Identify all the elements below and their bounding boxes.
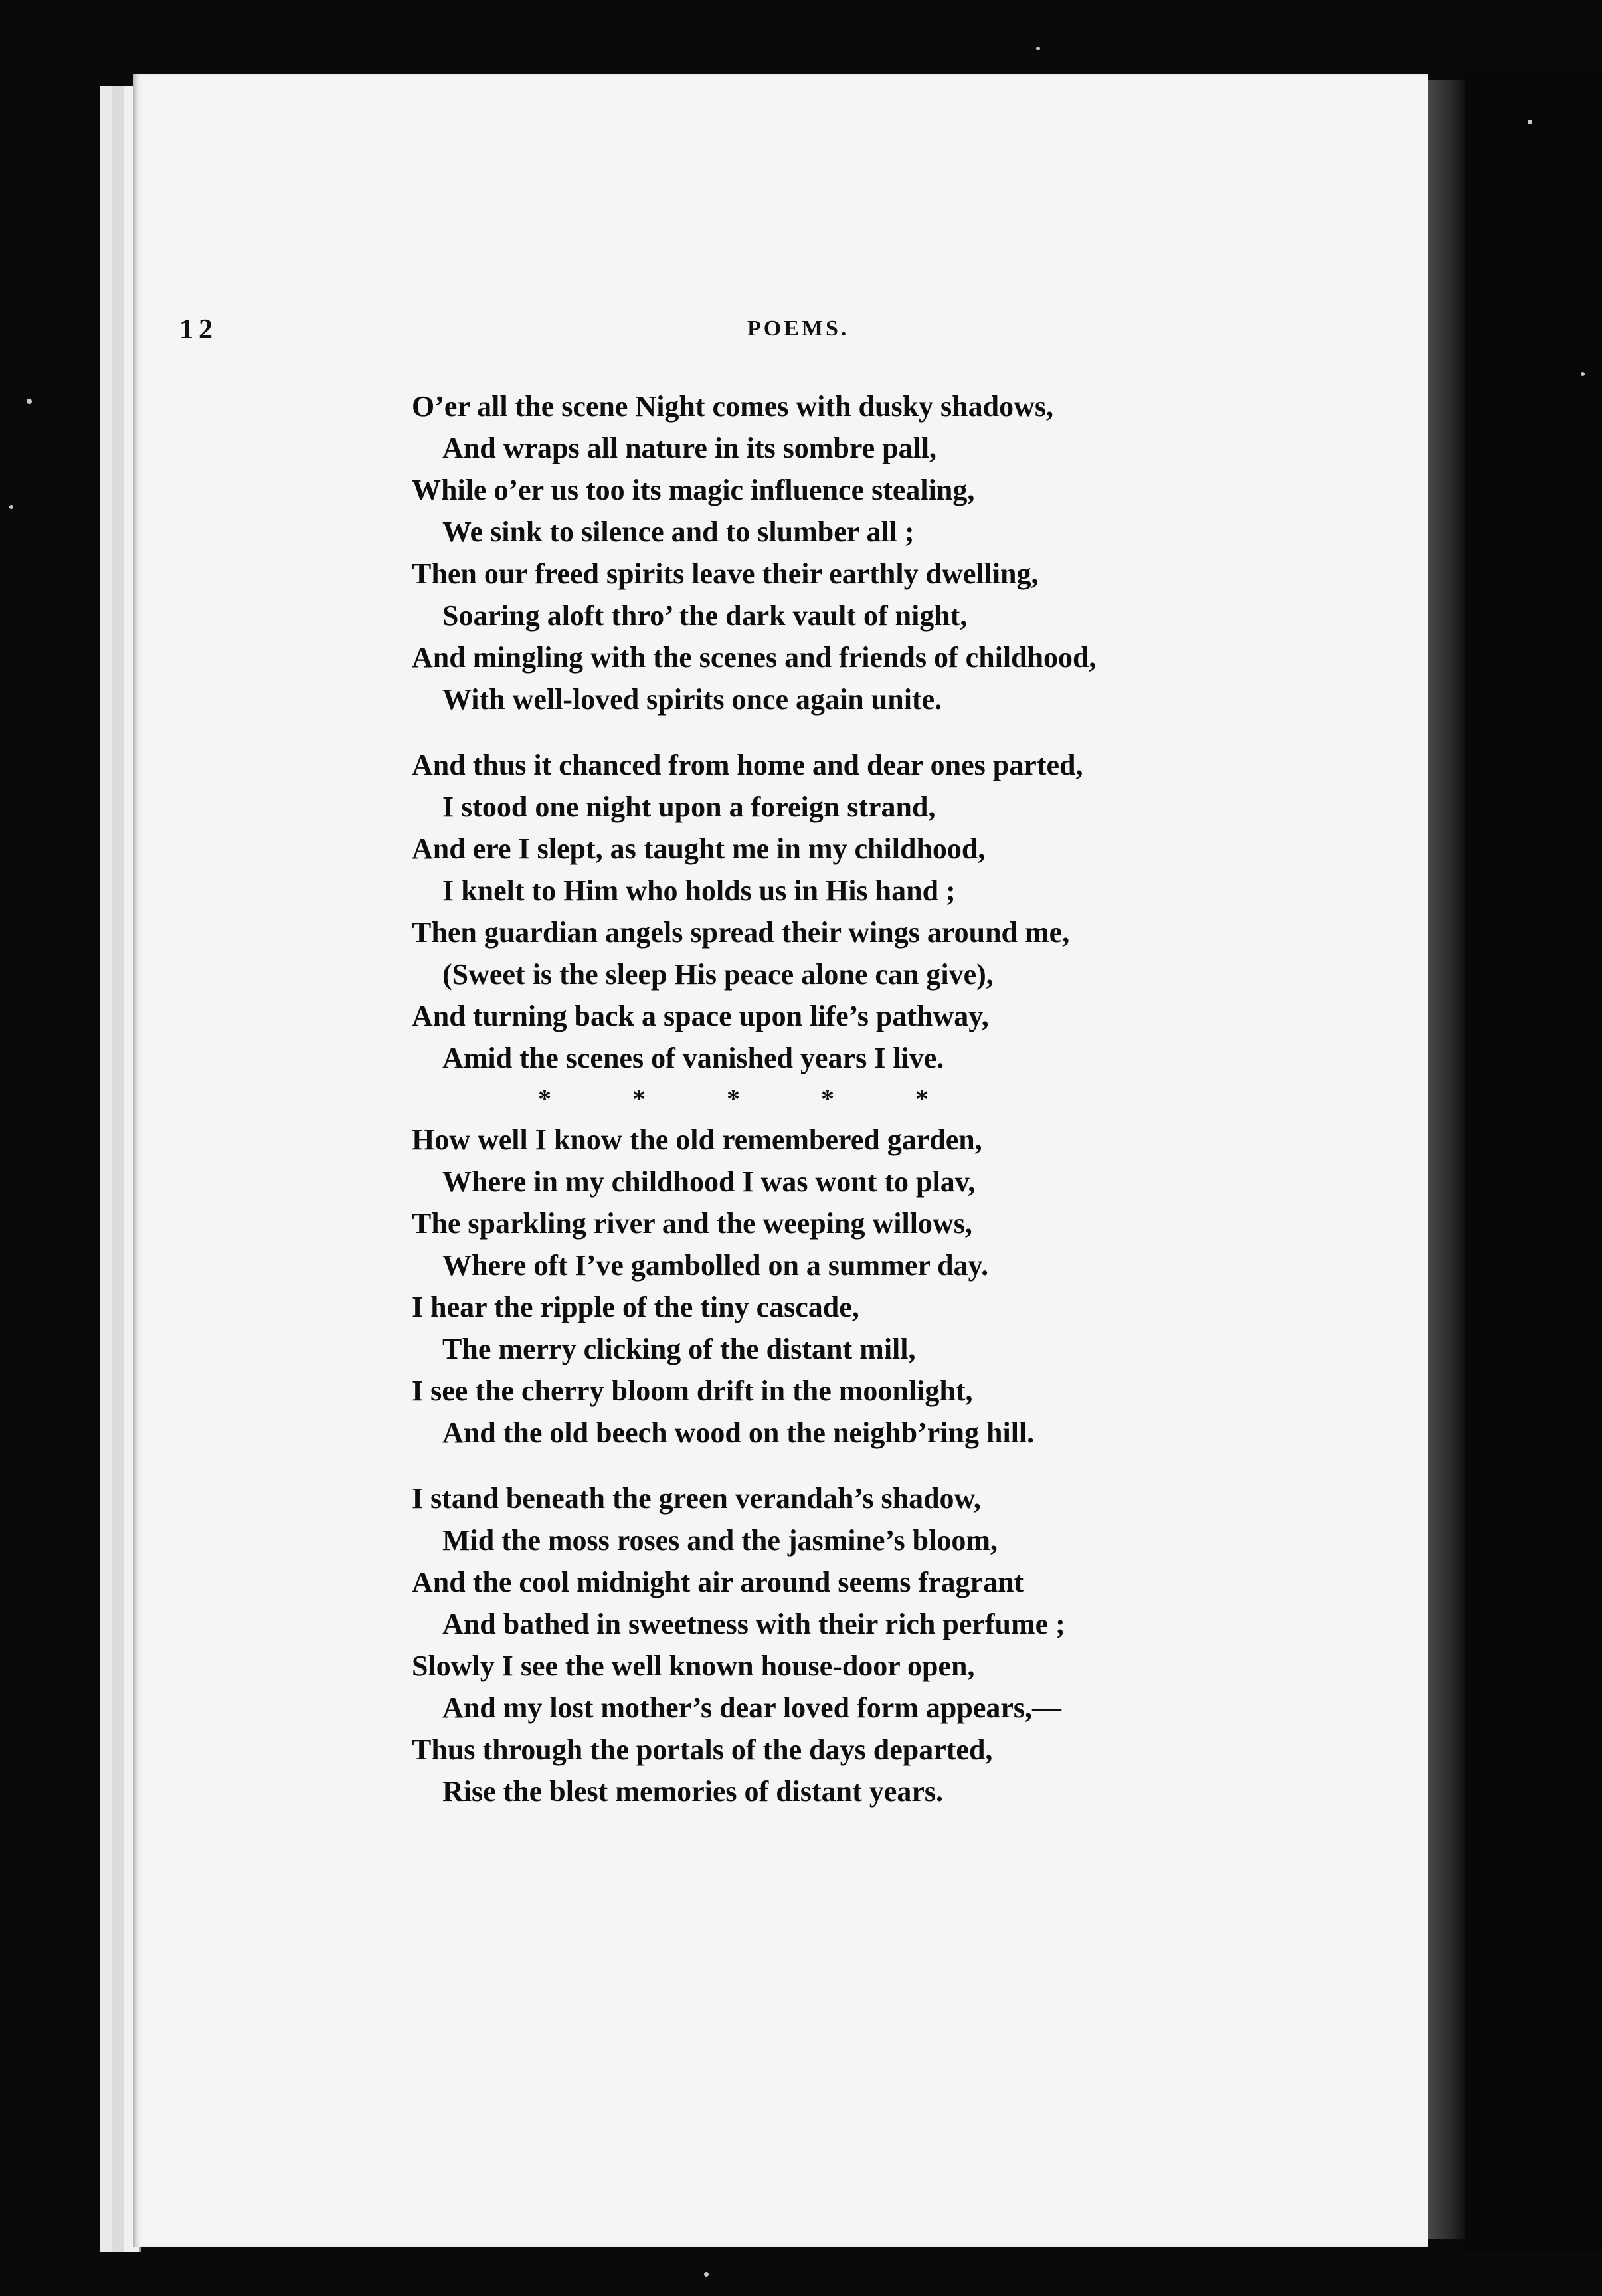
poem-line: And thus it chanced from home and dear ones parted, bbox=[412, 749, 1083, 781]
stanza-3 bbox=[412, 1119, 1196, 1454]
poem-line: Where in my childhood I was wont to plav, bbox=[442, 1165, 976, 1198]
page-number: 12 bbox=[179, 314, 218, 345]
poem-line: We sink to silence and to slumber all ; bbox=[442, 516, 915, 548]
poem-line: And the old beech wood on the neighb’ring hill. bbox=[442, 1416, 1035, 1449]
stanza-1 bbox=[412, 385, 1196, 720]
poem-line: And my lost mother’s dear loved form appears,— bbox=[442, 1691, 1062, 1724]
poem-line: Rise the blest memories of distant years. bbox=[442, 1775, 943, 1808]
poem-line: Then our freed spirits leave their earthly dwelling, bbox=[412, 557, 1039, 590]
poem-line: Thus through the portals of the days departed, bbox=[412, 1733, 993, 1766]
section-separator: * * * * * bbox=[538, 1084, 930, 1113]
dust-speck bbox=[1528, 120, 1532, 124]
poem-line: Slowly I see the well known house-door open, bbox=[412, 1650, 975, 1682]
dust-speck bbox=[1036, 47, 1040, 50]
stanza-gap bbox=[412, 1454, 1196, 1478]
dust-speck bbox=[1581, 372, 1585, 376]
dust-speck bbox=[27, 399, 32, 404]
poem-line: Soaring aloft thro’ the dark vault of night, bbox=[442, 599, 968, 632]
poem-line: And mingling with the scenes and friends of childhood, bbox=[412, 641, 1097, 674]
poem-line: While o’er us too its magic influence stealing, bbox=[412, 474, 975, 506]
running-head: POEMS. bbox=[747, 316, 849, 341]
poem-line: And wraps all nature in its sombre pall, bbox=[442, 432, 937, 464]
poem-line: And bathed in sweetness with their rich perfume ; bbox=[442, 1608, 1065, 1640]
poem-line: (Sweet is the sleep His peace alone can give), bbox=[442, 958, 994, 991]
poem-line: How well I know the old remembered garden, bbox=[412, 1123, 982, 1156]
dust-speck bbox=[704, 2272, 709, 2277]
poem-line: Amid the scenes of vanished years I live. bbox=[442, 1042, 944, 1074]
poem-line: And the cool midnight air around seems fragrant bbox=[412, 1566, 1024, 1598]
poem-line: Then guardian angels spread their wings around me, bbox=[412, 916, 1070, 949]
stanza-gap bbox=[412, 720, 1196, 744]
poem-line: Mid the moss roses and the jasmine’s bloom, bbox=[442, 1524, 998, 1557]
poem-body bbox=[412, 385, 1196, 1812]
poem-line: And turning back a space upon life’s pathway, bbox=[412, 1000, 989, 1032]
poem-line: And ere I slept, as taught me in my childhood, bbox=[412, 832, 986, 865]
poem-line: I stand beneath the green verandah’s shadow, bbox=[412, 1482, 981, 1515]
poem-line: The sparkling river and the weeping willows, bbox=[412, 1207, 972, 1240]
poem-line: I hear the ripple of the tiny cascade, bbox=[412, 1291, 859, 1323]
poem-line: With well-loved spirits once again unite. bbox=[442, 683, 942, 716]
poem-line: O’er all the scene Night comes with dusky shadows, bbox=[412, 390, 1054, 423]
stanza-2 bbox=[412, 744, 1196, 1079]
dust-speck bbox=[9, 505, 13, 509]
poem-line: The merry clicking of the distant mill, bbox=[442, 1333, 916, 1365]
poem-line: I see the cherry bloom drift in the moonlight, bbox=[412, 1375, 973, 1407]
poem-line: I stood one night upon a foreign strand, bbox=[442, 791, 936, 823]
binding-shadow bbox=[1428, 80, 1465, 2239]
facing-page-shadow bbox=[1465, 73, 1602, 2252]
stanza-4 bbox=[412, 1478, 1196, 1812]
page-header bbox=[179, 314, 910, 353]
poem-line: I knelt to Him who holds us in His hand ; bbox=[442, 874, 956, 907]
poem-line: Where oft I’ve gambolled on a summer day. bbox=[442, 1249, 989, 1282]
